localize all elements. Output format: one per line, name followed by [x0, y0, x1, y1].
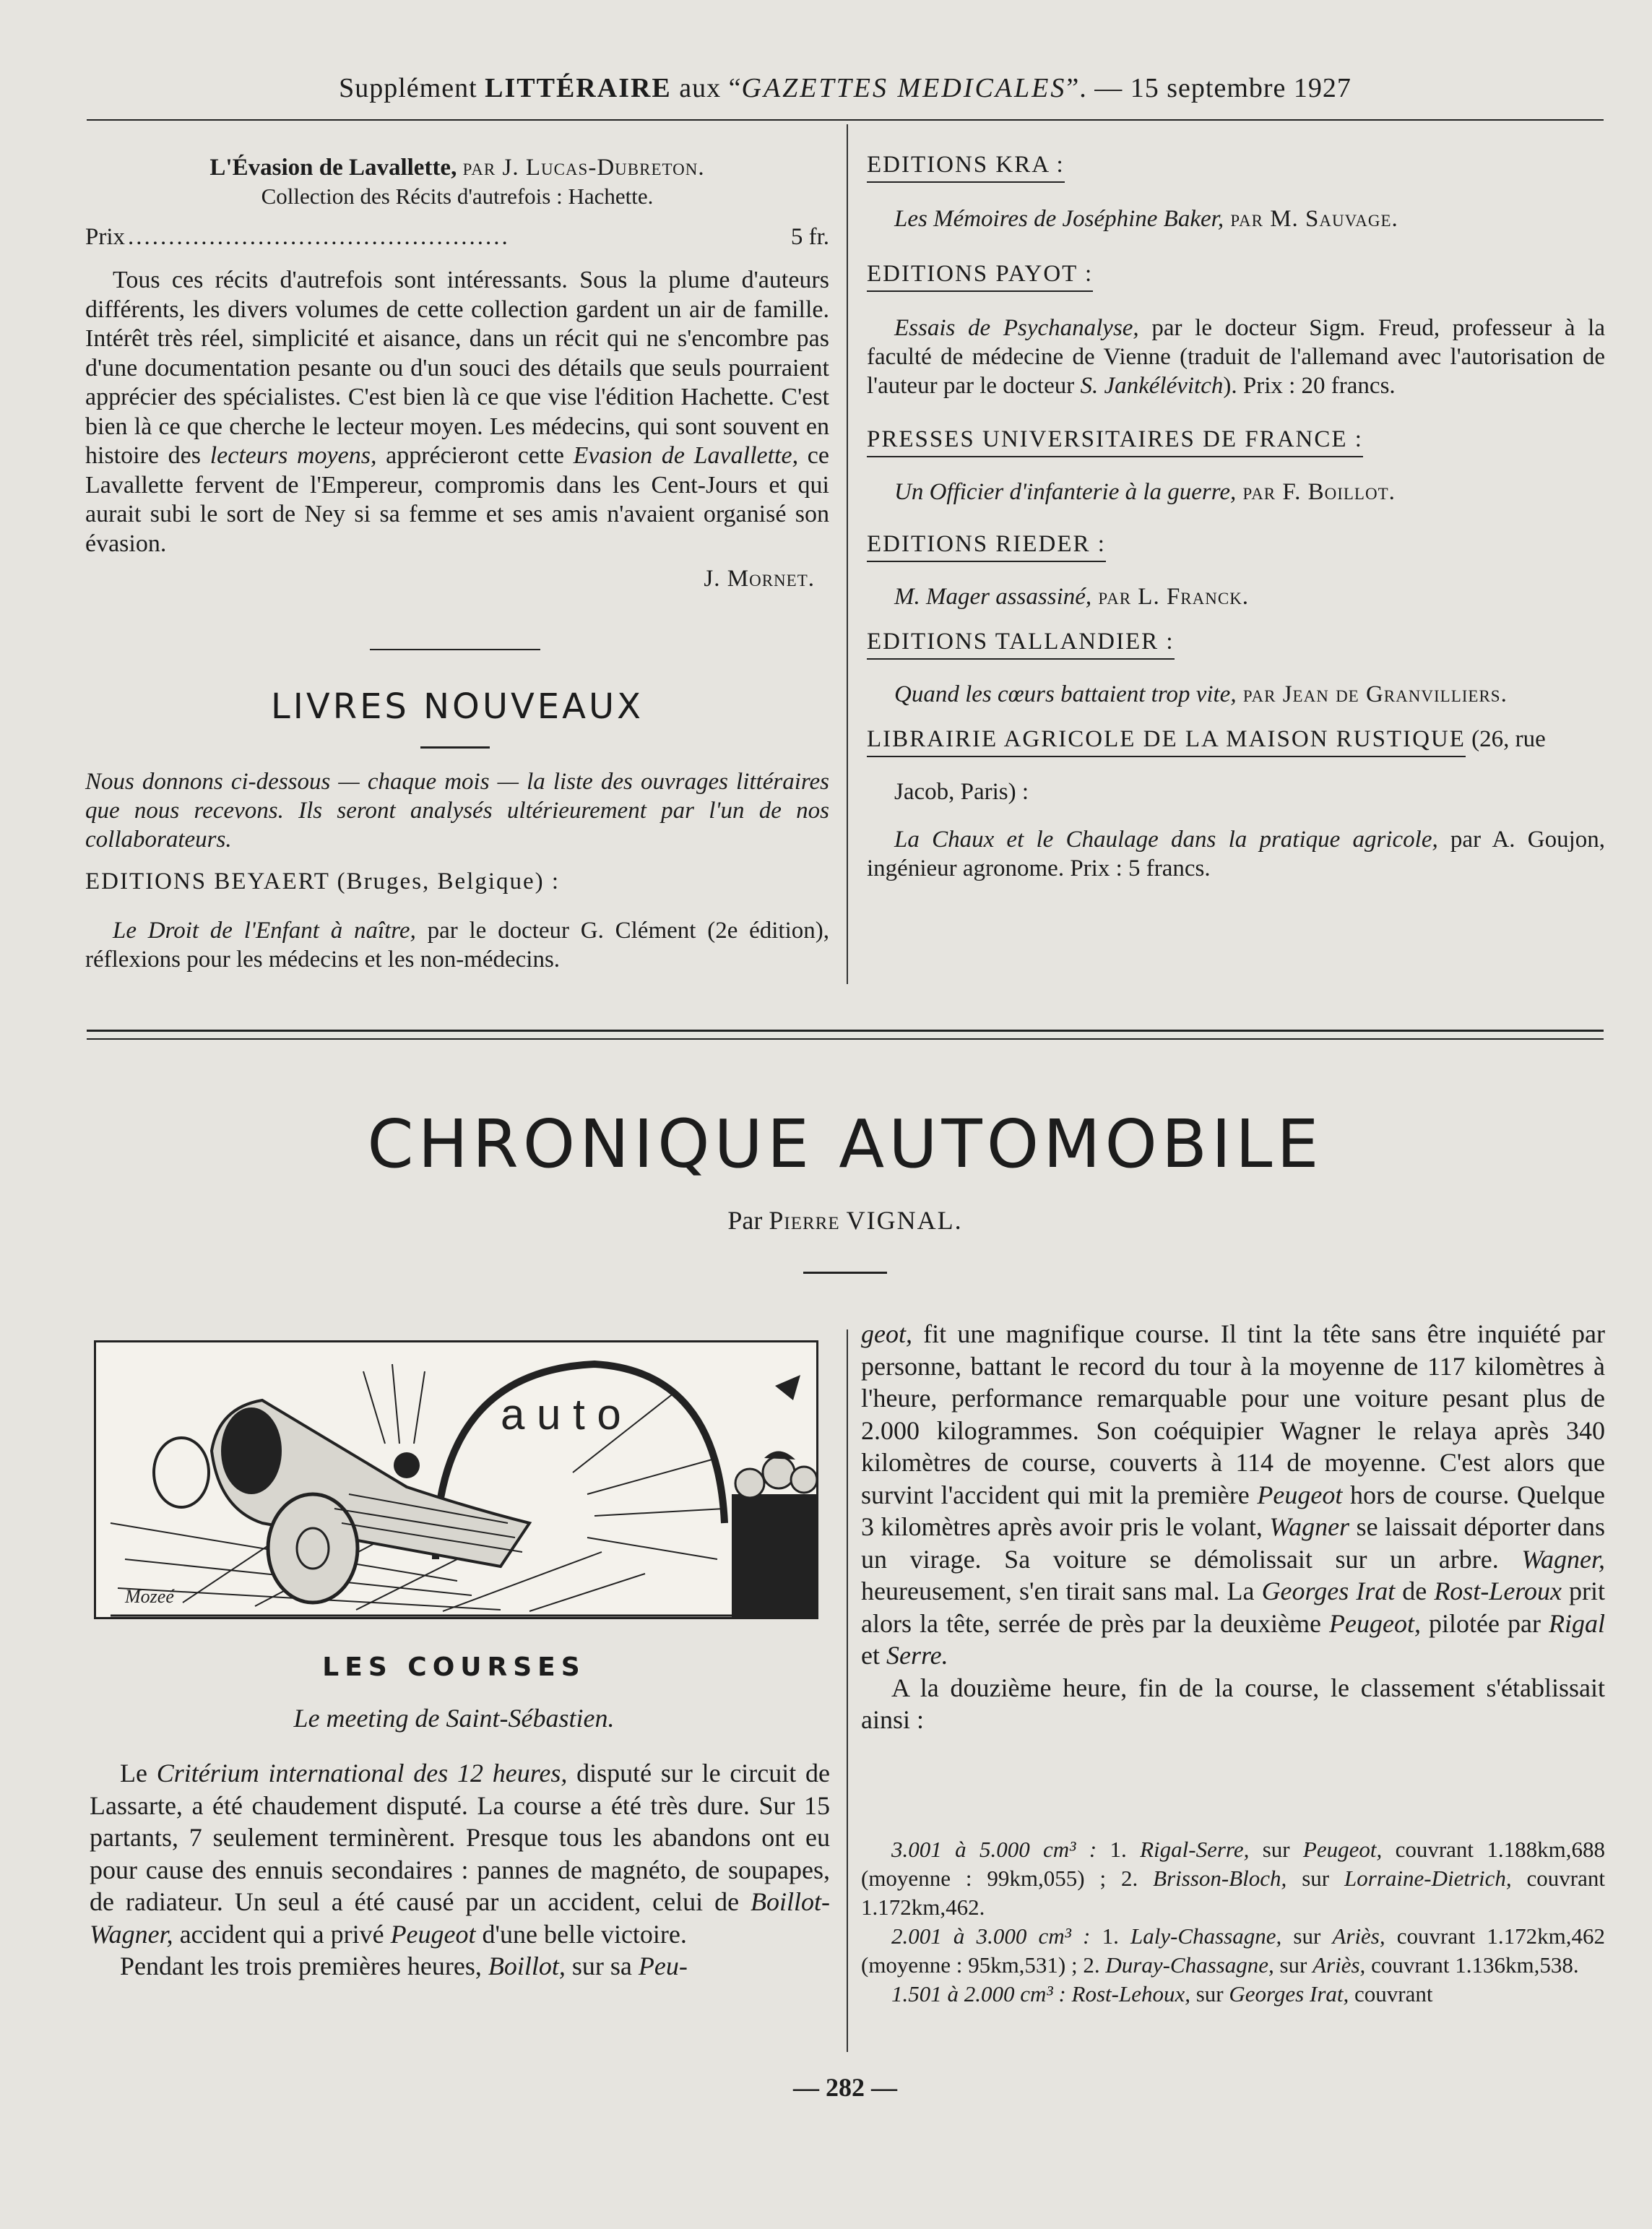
r1-d: heureusement, s'en tirait sans mal. La: [861, 1577, 1262, 1605]
puf-entry: [867, 478, 1605, 506]
price-dots: ...............................................: [128, 224, 510, 250]
tallandier-entry: [867, 680, 1605, 709]
review-author: par J. Lucas-Dubreton.: [462, 155, 705, 181]
c2-a: 1.: [1090, 1923, 1130, 1949]
agricole-heading: LIBRAIRIE AGRICOLE DE LA MAISON RUSTIQUE: [867, 725, 1466, 757]
r1-c: se laissait déporter dans un virage. Sa voiture se démolissait sur un arbre.: [861, 1512, 1605, 1574]
r1-b: hors de course. Quelque 3 kilomètres après avoir pris le volant,: [861, 1480, 1606, 1541]
p1-a: Le: [120, 1759, 157, 1788]
agricole-address: Jacob, Paris) :: [894, 779, 1029, 805]
byline-first: Pierre: [769, 1206, 840, 1235]
tallandier-title: Quand les cœurs battaient trop vite,: [894, 681, 1237, 707]
puf-title: Un Officier d'infanterie à la guerre,: [894, 479, 1237, 505]
p2-it2: Peu-: [638, 1952, 688, 1980]
c2-it2: Laly-Chassagne,: [1130, 1923, 1282, 1949]
airplane-icon: [775, 1375, 800, 1400]
c1-d: sur: [1286, 1866, 1345, 1891]
header-prefix: Supplément: [339, 73, 477, 103]
classement-list: [861, 1835, 1605, 2009]
review-body-italic-1: lecteurs moyens,: [209, 442, 377, 469]
cartoon-drawing: [96, 1342, 816, 1617]
review-end-rule: [370, 649, 540, 650]
p2-b: sur sa: [565, 1952, 639, 1980]
p1-it3: Peugeot: [390, 1919, 476, 1949]
review-body: [85, 266, 829, 559]
c1-it3: Peugeot,: [1302, 1837, 1383, 1862]
les-courses-title: LES COURSES: [322, 1652, 586, 1682]
byline-last: VIGNAL.: [846, 1206, 963, 1235]
classement-class-3: [861, 1980, 1605, 2009]
c1-it4: Brisson-Bloch,: [1153, 1866, 1287, 1891]
page-number: — 282 —: [793, 2073, 897, 2102]
livres-intro: Nous donnons ci-dessous — chaque mois — la liste des ouvrages littéraires que nous recevons. Ils seront analysés ultérieurement par l'un de nos collaborateurs.: [85, 769, 829, 853]
review-body-text-3: ce Lavallette fervent de l'Empereur, compromis dans les Cent-Jours et qui aurait subi le sort de Ney si sa femme et ses amis n'avaient organisé son évasion.: [85, 442, 829, 557]
review-title: [85, 153, 829, 182]
chronique-title: CHRONIQUE AUTOMOBILE: [367, 1105, 1323, 1183]
c2-it4: Duray-Chassagne,: [1105, 1952, 1274, 1978]
car-front-grille: [221, 1407, 282, 1494]
meeting-subtitle: Le meeting de Saint-Sébastien.: [293, 1704, 615, 1733]
header-gazettes: GAZETTES MEDICALES: [741, 73, 1067, 103]
c2-it: 2.001 à 3.000 cm³ :: [891, 1923, 1091, 1949]
rieder-heading: EDITIONS RIEDER :: [867, 530, 1106, 562]
tallandier-heading: EDITIONS TALLANDIER :: [867, 627, 1175, 660]
agricole-entry: [867, 825, 1605, 883]
c3-b: sur: [1190, 1981, 1229, 2006]
livres-section: [85, 767, 829, 974]
spectators: [732, 1451, 816, 1617]
r1-it2: Peugeot: [1257, 1480, 1343, 1509]
byline-rule: [803, 1272, 887, 1274]
courses-paragraph-4: A la douzième heure, fin de la course, le classement s'établissait ainsi :: [861, 1673, 1605, 1734]
p1-c: accident qui a privé: [173, 1919, 391, 1949]
beyaert-title: Le Droit de l'Enfant à naître,: [113, 918, 416, 944]
livres-title-rule: [420, 746, 490, 749]
payot-title: Essais de Psychanalyse,: [894, 315, 1139, 341]
r1-it5: Georges Irat: [1261, 1577, 1396, 1605]
payot-heading: EDITIONS PAYOT :: [867, 259, 1093, 292]
c2-c: couvrant 1.172km,462 (moyenne : 95km,531) ; 2.: [861, 1923, 1606, 1978]
running-header: [87, 72, 1604, 104]
header-mid: aux “: [679, 73, 742, 103]
puf-heading: PRESSES UNIVERSITAIRES DE FRANCE :: [867, 425, 1363, 457]
review-title-bold: L'Évasion de Lavallette,: [209, 155, 457, 181]
cartoon-word: a u t o: [501, 1390, 621, 1439]
rieder-entry: [867, 582, 1605, 611]
c3-it: 1.501 à 2.000 cm³ :: [891, 1981, 1066, 2006]
payot-rest-2: ). Prix : 20 francs.: [1223, 373, 1396, 399]
r1-e: de: [1395, 1577, 1435, 1605]
byline-par: Par: [727, 1206, 763, 1235]
classement-class-1: [861, 1835, 1605, 1922]
r1-a: fit une magnifique course. Il tint la tête sans être inquiété par personne, battant le record du tour à la moyenne de 117 kilomètres à l'heure, performance remarquable pour une voiture pesant plus de 2.000 kilogrammes. Son coéquipier Wagner le relaya après 340 kilomètres de course, couverts à 114 de moyenne. C'est alors que survint l'accident qui mit la première: [861, 1319, 1605, 1509]
c3-it2: Rost-Lehoux,: [1071, 1981, 1190, 2006]
rieder-author: par L. Franck.: [1091, 584, 1250, 610]
cartoon-signature: Mozeé: [125, 1586, 174, 1607]
p2-it: Boillot,: [488, 1952, 566, 1980]
courses-paragraph-1: [90, 1757, 830, 1950]
c2-it3: Ariès,: [1332, 1923, 1385, 1949]
puf-author: par F. Boillot.: [1236, 479, 1396, 505]
rieder-title: M. Mager assassiné,: [894, 584, 1092, 610]
review-signature: J. Mornet.: [704, 566, 815, 592]
payot-translator: S. Jankélévitch: [1080, 373, 1224, 399]
c1-e: couvrant 1.172km,462.: [861, 1866, 1606, 1920]
c2-it5: Ariès,: [1312, 1952, 1366, 1978]
publishers-section: [867, 150, 1605, 883]
c3-it3: Georges Irat,: [1229, 1981, 1349, 2006]
c2-b: sur: [1281, 1923, 1333, 1949]
r1-it4: Wagner,: [1521, 1544, 1605, 1574]
header-litteraire: LITTÉRAIRE: [485, 73, 672, 103]
agricole-heading-tail: (26, rue: [1465, 726, 1546, 752]
r1-h: et: [861, 1641, 886, 1670]
r1-it7: Peugeot,: [1329, 1608, 1421, 1638]
c1-b: sur: [1249, 1837, 1303, 1862]
review-price-line: [85, 223, 829, 251]
price-label: Prix: [85, 224, 126, 250]
courses-left-column: [90, 1757, 830, 1983]
p1-it: Critérium international des 12 heures,: [156, 1759, 568, 1788]
beyaert-heading: EDITIONS BEYAERT (Bruges, Belgique) :: [85, 868, 561, 894]
review-section: [85, 153, 829, 593]
section-double-rule-bottom: [87, 1038, 1604, 1040]
r1-it: geot,: [861, 1319, 912, 1348]
agricole-heading-line: [867, 725, 1605, 757]
kra-heading: EDITIONS KRA :: [867, 150, 1065, 183]
r1-g: pilotée par: [1420, 1608, 1549, 1638]
r1-f: prit alors la tête, serrée de près par la deuxième: [861, 1577, 1605, 1638]
c1-it5: Lorraine-Dietrich,: [1344, 1866, 1512, 1891]
c1-c: couvrant 1.188km,688 (moyenne : 99km,055) ; 2.: [861, 1837, 1606, 1891]
r1-it6: Rost-Leroux: [1434, 1577, 1562, 1605]
racing-car-cartoon: [94, 1340, 818, 1619]
payot-entry: [867, 314, 1605, 400]
livres-nouveaux-title: LIVRES NOUVEAUX: [271, 686, 644, 727]
c3-c: couvrant: [1349, 1981, 1433, 2006]
p2-a: Pendant les trois premières heures,: [120, 1952, 488, 1980]
agricole-rest: par A. Goujon, ingénieur agronome. Prix : 5 francs.: [867, 827, 1605, 881]
beyaert-rest: par le docteur G. Clément (2e édition), réflexions pour les médecins et les non-médecins.: [85, 918, 829, 973]
tallandier-author: par Jean de Granvilliers.: [1236, 681, 1508, 707]
review-body-italic-2: Evasion de Lavallette,: [573, 442, 799, 469]
review-body-text-2: apprécieront cette: [376, 442, 574, 469]
courses-paragraph-3: [861, 1318, 1605, 1672]
chronique-byline: [87, 1205, 1604, 1236]
c1-a: 1.: [1097, 1837, 1141, 1862]
c2-e: couvrant 1.136km,538.: [1365, 1952, 1579, 1978]
review-body-text-1: Tous ces récits d'autrefois sont intéressants. Sous la plume d'auteurs différents, les divers volumes de cette collection gardent un air de famille. Intérêt très réel, simplicité et aisance, dans un récit qui ne s'encombre pas d'une documentation pesante ou d'un souci des détails que seuls pourraient apprécier des spécialistes. C'est bien là ce que vise l'édition Hachette. C'est bien là ce que cherche le lecteur moyen. Les médecins, qui sont souvent en histoire des: [85, 267, 829, 469]
p1-b: disputé sur le circuit de Lassarte, a été chaudement disputé. La course a été très dure. Sur 15 partants, 7 seulement terminèrent. Presque tous les abandons ont eu pour cause des ennuis secondaires : pannes de magnéto, de soupapes, de radiateur. Un seul a été causé par un accident, celui de: [90, 1759, 831, 1916]
front-wheel: [154, 1438, 209, 1507]
courses-paragraph-2: [90, 1950, 830, 1983]
column-divider: [847, 124, 848, 984]
driver-head: [394, 1452, 420, 1478]
header-date: ”. — 15 septembre 1927: [1066, 73, 1352, 103]
p1-d: d'une belle victoire.: [475, 1919, 687, 1949]
kra-title: Les Mémoires de Joséphine Baker,: [894, 206, 1224, 232]
classement-class-2: [861, 1922, 1605, 1980]
c3-a: [1066, 1981, 1072, 2006]
payot-rest-1: par le docteur Sigm. Freud, professeur à la faculté de médecine de Vienne (traduit de l'allemand avec l'autorisation de l'auteur par le docteur: [867, 315, 1605, 399]
race-car: [154, 1400, 529, 1603]
price-value: 5 fr.: [790, 224, 829, 250]
r1-it3: Wagner: [1269, 1512, 1350, 1541]
beyaert-entry: [85, 916, 829, 974]
review-collection: Collection des Récits d'autrefois : Hachette.: [261, 184, 654, 209]
kra-entry: [867, 204, 1605, 233]
p1-it2: Boillot-Wagner,: [90, 1887, 830, 1949]
bottom-column-divider: [847, 1329, 848, 2052]
kra-author: par M. Sauvage.: [1224, 206, 1398, 232]
c1-it2: Rigal-Serre,: [1140, 1837, 1250, 1862]
courses-right-column: [861, 1318, 1605, 1736]
r1-it8: Rigal: [1549, 1608, 1605, 1638]
header-rule: [87, 119, 1604, 121]
agricole-title: La Chaux et le Chaulage dans la pratique agricole,: [894, 827, 1438, 853]
c2-d: sur: [1273, 1952, 1313, 1978]
r1-it9: Serre.: [886, 1641, 948, 1670]
c1-it: 3.001 à 5.000 cm³ :: [891, 1837, 1097, 1862]
section-double-rule-top: [87, 1030, 1604, 1032]
